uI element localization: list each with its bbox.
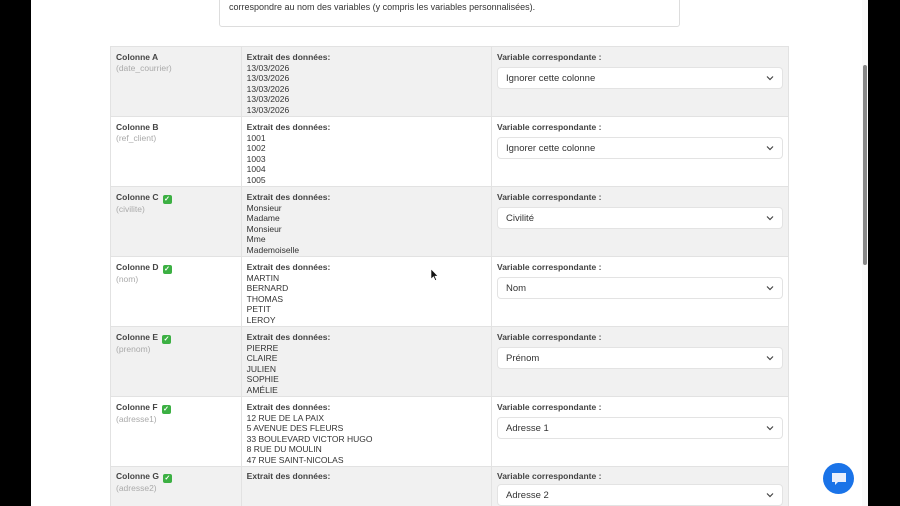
extract-label: Extrait des données: [246, 402, 331, 412]
column-name: Colonne F [116, 402, 158, 412]
variable-select[interactable] [497, 277, 783, 299]
table-row [111, 327, 788, 397]
selected-value: Civilité [506, 212, 534, 224]
data-value: 1005 [246, 174, 266, 185]
data-value: JULIEN [246, 363, 276, 374]
column-name: Colonne G [116, 471, 159, 481]
data-extract [242, 257, 492, 326]
chevron-down-icon [766, 354, 774, 362]
data-value: 13/03/2026 [246, 104, 290, 115]
extract-label: Extrait des données: [246, 332, 331, 342]
column-info [111, 397, 242, 466]
data-value: 5 AVENUE DES FLEURS [246, 423, 344, 434]
column-key: (adresse2) [116, 483, 157, 493]
variable-label: Variable correspondante : [497, 471, 602, 481]
data-value: 13/03/2026 [246, 63, 290, 73]
variable-label: Variable correspondante : [497, 402, 602, 412]
data-value: 13/03/2026 [246, 83, 290, 94]
data-value: 12 RUE DE LA PAIX [246, 413, 324, 423]
variable-cell [492, 257, 788, 326]
extract-label: Extrait des données: [246, 192, 331, 202]
data-extract [242, 47, 492, 116]
variable-select[interactable] [497, 67, 783, 89]
data-extract [242, 187, 492, 256]
variable-select[interactable] [497, 417, 783, 439]
column-name: Colonne E [116, 332, 159, 342]
column-info [111, 257, 242, 326]
data-value: THOMAS [246, 293, 284, 304]
data-value: AMÉLIE [246, 384, 278, 395]
table-row [111, 187, 788, 257]
variable-cell [492, 467, 788, 506]
data-value: 1004 [246, 164, 266, 175]
chevron-down-icon [766, 284, 774, 292]
data-value: SOPHIE [246, 374, 279, 385]
data-value: MARTIN [246, 273, 280, 283]
scrollbar-thumb[interactable] [863, 65, 867, 265]
chevron-down-icon [766, 74, 774, 82]
column-key: (ref_client) [116, 133, 157, 143]
data-value: 13/03/2026 [246, 73, 290, 84]
data-value: Mademoiselle [246, 244, 300, 255]
data-extract [242, 327, 492, 396]
mouse-cursor-icon [431, 269, 439, 281]
check-icon: ✓ [164, 266, 170, 273]
data-value: PIERRE [246, 343, 279, 353]
extract-label: Extrait des données: [246, 52, 331, 62]
table-row [111, 397, 788, 467]
table-row [111, 117, 788, 187]
column-info [111, 467, 242, 506]
data-value: LEROY [246, 314, 276, 325]
data-extract [242, 467, 492, 506]
chat-button[interactable] [823, 463, 854, 494]
column-key: (nom) [116, 274, 139, 284]
variable-label: Variable correspondante : [497, 262, 602, 272]
variable-select[interactable] [497, 484, 783, 506]
variable-cell [492, 327, 788, 396]
data-value: 33 BOULEVARD VICTOR HUGO [246, 433, 373, 444]
selected-value: Ignorer cette colonne [506, 142, 596, 154]
check-icon: ✓ [163, 336, 170, 343]
column-key: (date_courrier) [116, 63, 172, 73]
column-key: (prenom) [116, 344, 151, 354]
column-key: (adresse1) [116, 414, 157, 424]
variable-select[interactable] [497, 347, 783, 369]
data-value: 1001 [246, 133, 266, 143]
data-value: 47 RUE SAINT-NICOLAS [246, 454, 344, 465]
variable-label: Variable correspondante : [497, 332, 602, 342]
selected-value: Prénom [506, 352, 540, 364]
page [31, 0, 868, 506]
column-info [111, 187, 242, 256]
chevron-down-icon [766, 491, 774, 499]
notice-text: correspondre au nom des variables (y compris les variables personnalisées). [229, 2, 536, 12]
chevron-down-icon [766, 424, 774, 432]
data-extract [242, 117, 492, 186]
selected-value: Ignorer cette colonne [506, 72, 596, 84]
data-value: BERNARD [246, 283, 289, 294]
variable-cell [492, 187, 788, 256]
check-icon: ✓ [163, 406, 169, 413]
variable-select[interactable] [497, 207, 783, 229]
variable-cell [492, 397, 788, 466]
column-name: Colonne D [116, 262, 159, 272]
data-value: Madame [246, 213, 280, 224]
check-icon: ✓ [164, 196, 170, 203]
data-value: Monsieur [246, 203, 282, 213]
extract-label: Extrait des données: [246, 122, 331, 132]
extract-label: Extrait des données: [246, 471, 331, 481]
data-value: 1002 [246, 143, 266, 154]
column-mapping-table [110, 46, 789, 506]
column-name: Colonne A [116, 52, 159, 62]
selected-value: Adresse 2 [506, 489, 549, 501]
column-name: Colonne C [116, 192, 159, 202]
variable-label: Variable correspondante : [497, 122, 602, 132]
chevron-down-icon [766, 144, 774, 152]
variable-cell [492, 47, 788, 116]
extract-label: Extrait des données: [246, 262, 331, 272]
check-icon: ✓ [164, 475, 171, 482]
variable-label: Variable correspondante : [497, 192, 602, 202]
data-value: Mme [246, 234, 266, 245]
table-row [111, 257, 788, 327]
chevron-down-icon [766, 214, 774, 222]
column-info [111, 327, 242, 396]
table-row [111, 467, 788, 506]
data-value: PETIT [246, 304, 271, 315]
notice-box [219, 0, 680, 27]
variable-cell [492, 117, 788, 186]
data-extract [242, 397, 492, 466]
data-value: 13/03/2026 [246, 94, 290, 105]
table-row [111, 47, 788, 117]
data-value: 8 RUE DU MOULIN [246, 444, 322, 455]
selected-value: Nom [506, 282, 527, 294]
data-value: CLAIRE [246, 353, 278, 364]
column-key: (civilite) [116, 204, 145, 214]
variable-select[interactable] [497, 137, 783, 159]
chat-icon [831, 472, 847, 486]
data-value: Monsieur [246, 223, 282, 234]
column-info [111, 117, 242, 186]
column-name: Colonne B [116, 122, 159, 132]
selected-value: Adresse 1 [506, 422, 549, 434]
data-value: 1003 [246, 153, 266, 164]
column-info [111, 47, 242, 116]
variable-label: Variable correspondante : [497, 52, 602, 62]
